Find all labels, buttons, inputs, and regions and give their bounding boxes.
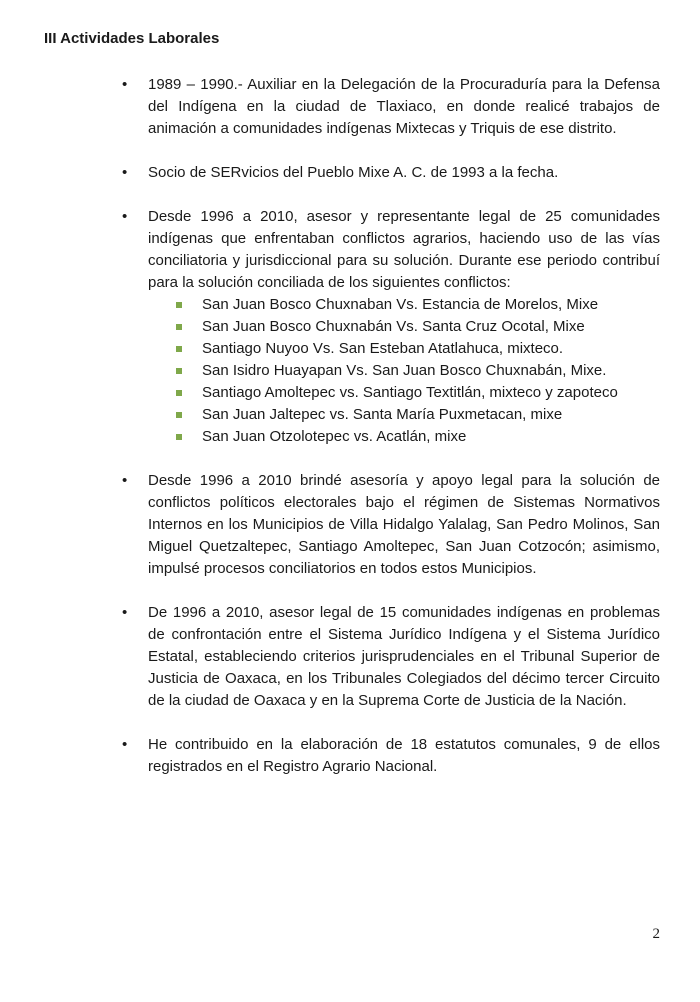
bullet-icon: • xyxy=(122,472,128,489)
list-item-text: 1989 – 1990.- Auxiliar en la Delegación de la Procuraduría para la Defensa del Indígena en la ciudad de Tlaxiaco, en donde realicé trabajos de animación a comunidades indígenas Mixtecas y Triquis de ese distrito. xyxy=(148,76,660,137)
list-item xyxy=(122,162,660,184)
square-bullet-icon xyxy=(176,346,182,352)
sublist-item xyxy=(148,338,660,360)
list-item-text: Desde 1996 a 2010 brindé asesoría y apoyo legal para la solución de conflictos políticos electorales bajo el régimen de Sistemas Normativos Internos en los Municipios de Villa Hidalgo Yalalag, San Pedro Molinos, San Miguel Quetzaltepec, Santiago Amoltepec, San Juan Cotzocón; asimismo, impulsé procesos conciliatorios en todos estos Municipios. xyxy=(148,472,660,577)
sublist-item-text: San Juan Jaltepec vs. Santa María Puxmetacan, mixe xyxy=(202,406,563,423)
square-bullet-icon xyxy=(176,324,182,330)
square-bullet-icon xyxy=(176,368,182,374)
list-item xyxy=(122,74,660,140)
bullet-icon: • xyxy=(122,164,128,181)
square-bullet-icon xyxy=(176,390,182,396)
sublist-item xyxy=(148,404,660,426)
sublist-item xyxy=(148,294,660,316)
sublist-item-text: San Juan Bosco Chuxnaban Vs. Estancia de Morelos, Mixe xyxy=(202,296,599,313)
sublist-item xyxy=(148,426,660,448)
conflicts-sublist xyxy=(148,294,660,448)
bullet-icon: • xyxy=(122,208,128,225)
list-item xyxy=(122,206,660,448)
list-item xyxy=(122,734,660,778)
sublist-item-text: San Juan Otzolotepec vs. Acatlán, mixe xyxy=(202,428,467,445)
sublist-item xyxy=(148,360,660,382)
list-item-text: He contribuido en la elaboración de 18 estatutos comunales, 9 de ellos registrados en el Registro Agrario Nacional. xyxy=(148,736,660,775)
square-bullet-icon xyxy=(176,412,182,418)
square-bullet-icon xyxy=(176,434,182,440)
square-bullet-icon xyxy=(176,302,182,308)
list-item xyxy=(122,602,660,712)
list-item-text: De 1996 a 2010, asesor legal de 15 comunidades indígenas en problemas de confrontación entre el Sistema Jurídico Indígena y el Sistema Jurídico Estatal, estableciendo criterios jurisprudenciales en el Tribunal Superior de Justicia de Oaxaca, en los Tribunales Colegiados del décimo tercer Circuito de la ciudad de Oaxaca y en la Suprema Corte de Justicia de la Nación. xyxy=(148,604,660,709)
sublist-item-text: San Isidro Huayapan Vs. San Juan Bosco Chuxnabán, Mixe. xyxy=(202,362,607,379)
list-item xyxy=(122,470,660,580)
sublist-item xyxy=(148,382,660,404)
activities-list xyxy=(122,74,660,800)
sublist-item-text: Santiago Nuyoo Vs. San Esteban Atatlahuca, mixteco. xyxy=(202,340,564,357)
sublist-item-text: San Juan Bosco Chuxnabán Vs. Santa Cruz Ocotal, Mixe xyxy=(202,318,585,335)
bullet-icon: • xyxy=(122,736,128,753)
list-item-text: Desde 1996 a 2010, asesor y representante legal de 25 comunidades indígenas que enfrentaban conflictos agrarios, haciendo uso de las vías conciliatoria y jurisdiccional para su solución. Durante ese periodo contribuí para la solución conciliada de los siguientes conflictos: xyxy=(148,208,660,291)
sublist-item xyxy=(148,316,660,338)
bullet-icon: • xyxy=(122,604,128,621)
bullet-icon: • xyxy=(122,76,128,93)
sublist-item-text: Santiago Amoltepec vs. Santiago Textitlán, mixteco y zapoteco xyxy=(202,384,618,401)
section-heading: III Actividades Laborales xyxy=(44,30,220,47)
list-item-text: Socio de SERvicios del Pueblo Mixe A. C. de 1993 a la fecha. xyxy=(148,164,559,181)
page-number: 2 xyxy=(652,926,660,942)
